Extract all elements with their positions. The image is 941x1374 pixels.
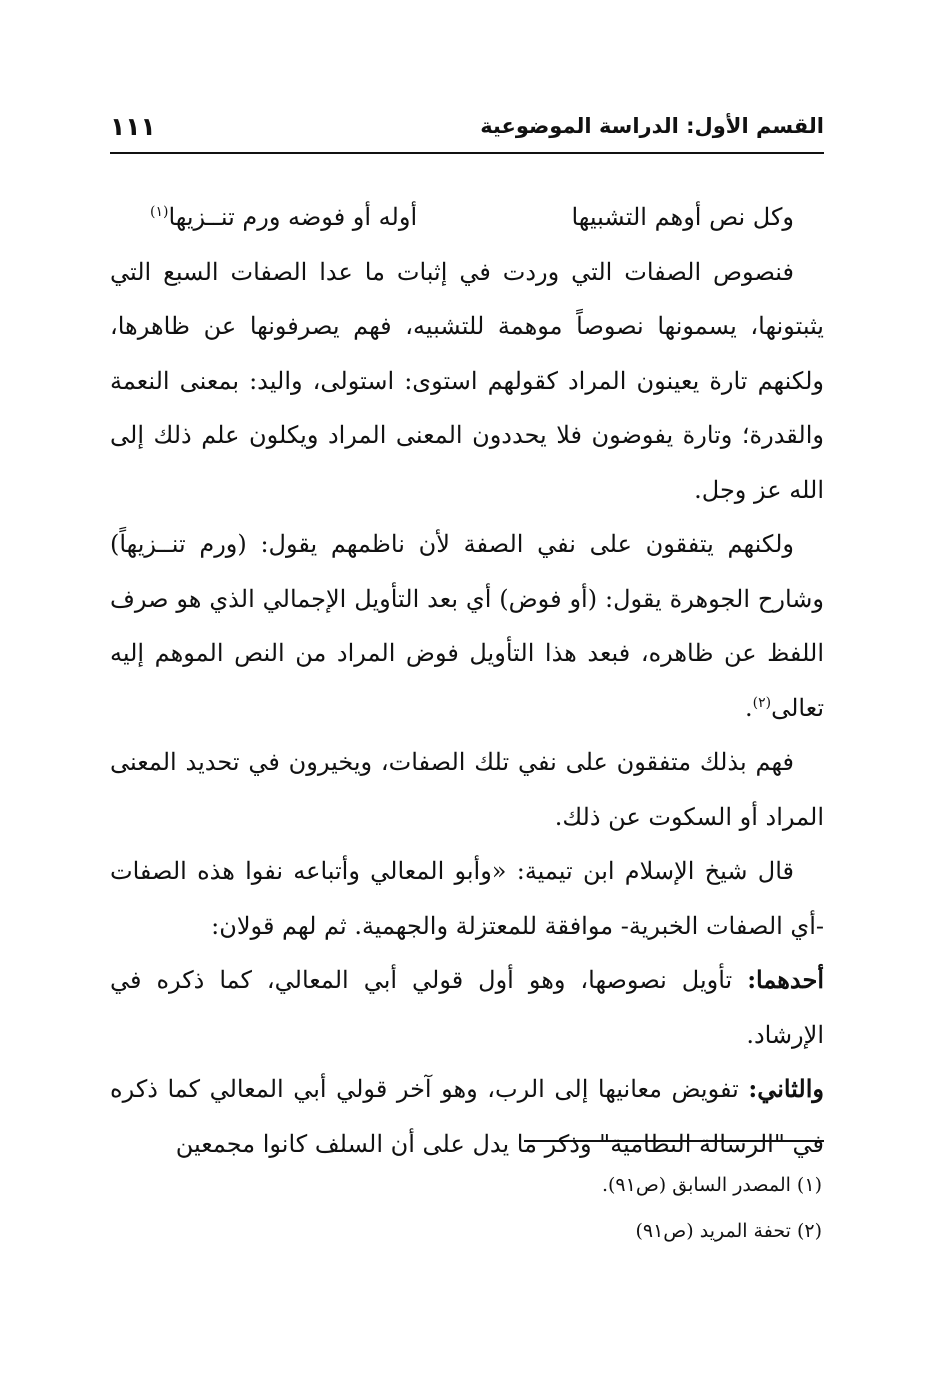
first-opinion-label: أحدهما: (747, 965, 824, 994)
main-text (110, 190, 824, 1171)
paragraph-1: فنصوص الصفات التي وردت في إثبات ما عدا الصفات السبع التي يثبتونها، يسمونها نصوصاً موهمة للتشبيه، فهم يصرفونها عن ظاهرها، ولكنهم تارة يعينون المراد كقولهم استوى: استولى، واليد: بمعنى النعمة والقدرة؛ وتارة يفوضون فلا يحددون المعنى المراد ويكلون علم ذلك إلى الله عز وجل. (110, 257, 824, 504)
footnote-ref-2: (٢) (752, 694, 772, 711)
paragraph-2-text: ولكنهم يتفقون على نفي الصفة لأن ناظمهم يقول: (ورم تنــزيهاً) وشارح الجوهرة يقول: (أو فوض) أي بعد التأويل الإجمالي الذي هو صرف اللفظ عن ظاهره، فبعد هذا التأويل فوض المراد من النص الموهم إليه تعالى (110, 530, 824, 722)
paragraph-2 (110, 517, 824, 735)
verse-hemistich-2-text: أوله أو فوضه ورم تنــزيها (168, 203, 418, 231)
second-opinion-label: والثاني: (748, 1074, 824, 1103)
page-number: ١١١ (110, 112, 156, 141)
footnote-1: (١) المصدر السابق (ص٩١). (601, 1174, 822, 1196)
section-title: القسم الأول: الدراسة الموضوعية (480, 114, 824, 138)
second-opinion-text: تفويض معانيها إلى الرب، وهو آخر قولي أبي المعالي كما ذكره في "الرسالة النظامية" وذكر ما يدل على أن السلف كانوا مجمعين (110, 1075, 824, 1158)
paragraph-2-end: . (745, 693, 753, 722)
footnote-ref-1: (١) (150, 204, 169, 220)
paragraph-6 (110, 1062, 824, 1171)
footnotes (110, 1162, 824, 1254)
verse-line (110, 190, 824, 245)
paragraph-3: فهم بذلك متفقون على نفي تلك الصفات، ويخيرون في تحديد المعنى المراد أو السكوت عن ذلك. (110, 748, 824, 831)
footnote-2: (٢) تحفة المريد (ص٩١) (635, 1220, 822, 1242)
footnote-separator (524, 1140, 824, 1142)
paragraph-4: قال شيخ الإسلام ابن تيمية: «وأبو المعالي وأتباعه نفوا هذه الصفات -أي الصفات الخبرية- موافقة للمعتزلة والجهمية. ثم لهم قولان: (110, 857, 824, 940)
verse-hemistich-2 (150, 190, 417, 245)
first-opinion-text: تأويل نصوصها، وهو أول قولي أبي المعالي، كما ذكره في الإرشاد. (110, 966, 824, 1049)
page-header (110, 110, 824, 154)
verse-hemistich-1: وكل نص أوهم التشبيها (571, 203, 794, 231)
paragraph-5 (110, 953, 824, 1062)
